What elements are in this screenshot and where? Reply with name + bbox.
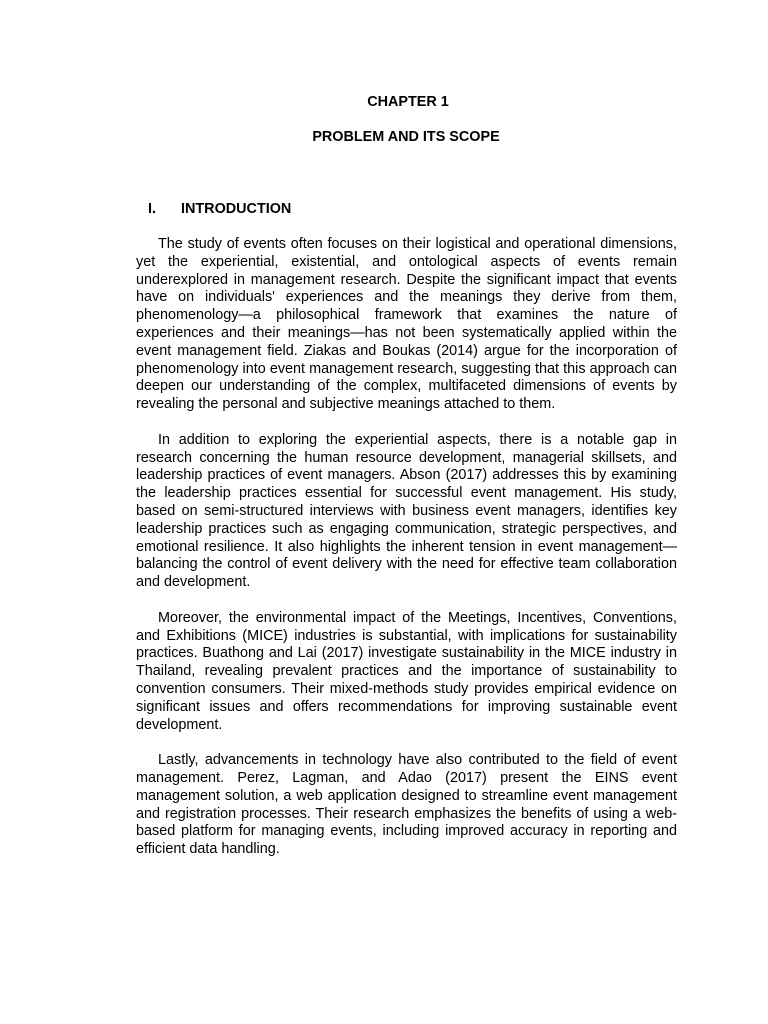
section-title: INTRODUCTION [181,201,292,217]
body-text [136,236,677,877]
chapter-title: CHAPTER 1 [367,94,449,110]
section-heading [148,200,291,218]
paragraph: The study of events often focuses on their logistical and operational dimensions, yet the experiential, existential, and ontological aspects of events remain underexplored in management research. Despite the significant impact that events have on individuals' experiences and the meanings they derive from them, phenomenology—a philosophical framework that examines the nature of experiences and their meanings—has not been systematically applied within the event management field. Ziakas and Boukas (2014) argue for the incorporation of phenomenology into event management research, suggesting that this approach can deepen our understanding of the complex, multifaceted dimensions of events by revealing the personal and subjective meanings attached to them. [136,236,677,413]
paragraph: Moreover, the environmental impact of the Meetings, Incentives, Conventions, and Exhibitions (MICE) industries is substantial, with implications for sustainability practices. Buathong and Lai (2017) investigate sustainability in the MICE industry in Thailand, revealing prevalent practices and the importance of sustainability to convention consumers. Their mixed-methods study provides empirical evidence on significant issues and offers recommendations for improving sustainable event development. [136,609,677,733]
paragraph: In addition to exploring the experiential aspects, there is a notable gap in research concerning the human resource development, managerial skillsets, and leadership practices of event managers. Abson (2017) addresses this by examining the leadership practices essential for successful event management. His study, based on semi-structured interviews with business event managers, identifies key leadership practices such as engaging communication, strategic perspectives, and emotional resilience. It also highlights the inherent tension in event management—balancing the control of event delivery with the need for effective team collaboration and development. [136,431,677,591]
chapter-subtitle: PROBLEM AND ITS SCOPE [312,129,500,145]
section-number: I. [148,201,156,217]
paragraph: Lastly, advancements in technology have also contributed to the field of event management. Perez, Lagman, and Adao (2017) present the EINS event management solution, a web application designed to streamline event management and registration processes. Their research emphasizes the benefits of using a web-based platform for managing events, including improved accuracy in reporting and efficient data handling. [136,752,677,858]
